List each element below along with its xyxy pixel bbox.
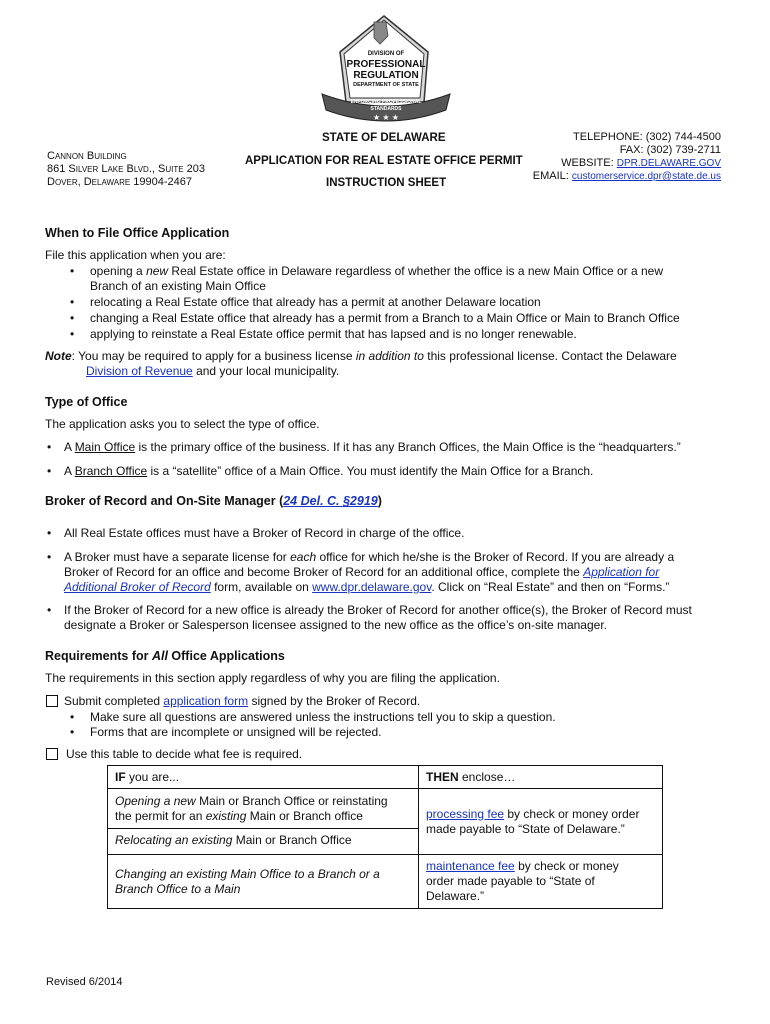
website-link[interactable]: DPR.DELAWARE.GOV: [616, 158, 721, 169]
checkbox-icon[interactable]: [46, 695, 58, 707]
table-cell-fee-2: maintenance fee by check or money order made payable to “State of Delaware.”: [419, 855, 663, 909]
table-cell-condition-2: Relocating an existing Main or Branch Office: [108, 829, 419, 855]
broker-item-2: A Broker must have a separate license for each office for which he/she is the Broker of Record. If you are already a: [64, 550, 675, 564]
type-intro: The application asks you to select the type of office.: [45, 417, 320, 431]
when-item-1: opening a new Real Estate office in Delaware regardless of whether the office is a new Main Office or a new: [90, 264, 664, 278]
when-item-4: applying to reinstate a Real Estate office permit that has lapsed and is no longer renewable.: [90, 327, 577, 341]
type-item-main: A Main Office is the primary office of the business. If it has any Branch Offices, the Main Office is the “headquarters.”: [64, 440, 681, 454]
maintenance-fee-link[interactable]: maintenance fee: [426, 859, 515, 873]
requirement-1-sub-1: Make sure all questions are answered unless the instructions tell you to skip a question.: [90, 710, 556, 724]
table-cell-condition-1: Opening a new Main or Branch Office or reinstating the permit for an existing Main or Branch office: [108, 789, 419, 829]
bullet-icon: •: [47, 440, 52, 454]
broker-item-2-cont2: Additional Broker of Record form, available on www.dpr.delaware.gov. Click on “Real Estate” and then on “Forms.”: [64, 580, 670, 594]
telephone: TELEPHONE: (302) 744-4500: [573, 131, 721, 143]
bullet-icon: •: [70, 311, 75, 325]
when-heading: When to File Office Application: [45, 226, 230, 240]
logo-line3: REGULATION: [353, 70, 419, 81]
broker-item-3-cont: designate a Broker or Salesperson licensee assigned to the new office as the office’s on-site manager.: [64, 618, 607, 632]
bullet-icon: •: [47, 550, 52, 564]
broker-heading: Broker of Record and On-Site Manager (24 Del. C. §2919): [45, 494, 382, 508]
requirements-heading: Requirements for All Office Applications: [45, 649, 285, 663]
division-of-revenue-link[interactable]: Division of Revenue: [86, 364, 193, 378]
when-item-1-cont: Branch of an existing Main Office: [90, 279, 266, 293]
state-title: STATE OF DELAWARE: [322, 132, 446, 144]
when-item-2: relocating a Real Estate office that already has a permit at another Delaware location: [90, 295, 541, 309]
fee-table: [107, 765, 663, 909]
bullet-icon: •: [70, 725, 75, 739]
application-form-link[interactable]: application form: [163, 694, 249, 708]
table-cell-condition-3: Changing an existing Main Office to a Branch or a Branch Office to a Main: [108, 855, 419, 909]
requirement-2: Use this table to decide what fee is required.: [66, 747, 303, 761]
fax: FAX: (302) 739-2711: [619, 144, 721, 156]
logo-line4: DEPARTMENT OF STATE: [353, 82, 419, 88]
address-line-3: Dover, Delaware 19904-2467: [47, 176, 192, 188]
note: Note: You may be required to apply for a business license in addition to this professional license. Contact the Delaware: [45, 349, 677, 363]
table-row: [108, 855, 663, 909]
table-row: [108, 789, 663, 829]
dpr-website-link[interactable]: www.dpr.delaware.gov: [312, 580, 432, 594]
processing-fee-link[interactable]: processing fee: [426, 806, 505, 821]
when-item-3: changing a Real Estate office that already has a permit from a Branch to a Main Office or Main to Branch Office: [90, 311, 680, 325]
statute-link[interactable]: 24 Del. C. §2919: [283, 494, 378, 508]
logo-line1: DIVISION OF: [367, 51, 405, 57]
bullet-icon: •: [47, 526, 52, 540]
requirements-intro: The requirements in this section apply regardless of why you are filing the application.: [45, 671, 500, 685]
table-cell-fee-1: processing fee by check or money order made payable to “State of Delaware.”: [419, 789, 663, 855]
email-link[interactable]: customerservice.dpr@state.de.us: [571, 171, 721, 182]
svg-text:★ ★ ★: ★ ★ ★: [373, 113, 399, 122]
type-heading: Type of Office: [45, 395, 128, 409]
bullet-icon: •: [70, 327, 75, 341]
website: WEBSITE: DPR.DELAWARE.GOV: [561, 157, 721, 169]
checkbox-icon[interactable]: [46, 748, 58, 760]
bullet-icon: •: [47, 464, 52, 478]
bullet-icon: •: [70, 710, 75, 724]
form-subtitle: INSTRUCTION SHEET: [326, 177, 447, 189]
broker-item-1: All Real Estate offices must have a Broker of Record in charge of the office.: [64, 526, 465, 540]
address-line-2: 861 Silver Lake Blvd., Suite 203: [47, 163, 205, 175]
revised-date: Revised 6/2014: [46, 976, 123, 988]
type-item-branch: A Branch Office is a “satellite” office of a Main Office. You must identify the Main Office for a Branch.: [64, 464, 594, 478]
when-intro: File this application when you are:: [45, 248, 226, 262]
bullet-icon: •: [70, 295, 75, 309]
table-header-row: [108, 766, 663, 789]
broker-item-2-cont: Broker of Record for an office and become Broker of Record for an additional office, complete the Application for: [64, 565, 660, 579]
bullet-icon: •: [47, 603, 52, 617]
address-line-1: Cannon Building: [47, 150, 127, 162]
note-cont: Division of Revenue and your local municipality.: [86, 364, 340, 378]
additional-broker-form-link-2[interactable]: Additional Broker of Record: [64, 580, 211, 594]
table-header-if: IF you are...: [108, 766, 419, 789]
bullet-icon: •: [70, 264, 75, 278]
requirement-1: Submit completed application form signed by the Broker of Record.: [64, 694, 421, 708]
logo-banner: ENFORCING PROFESSIONAL STANDARDS: [350, 99, 422, 112]
logo-line2: PROFESSIONAL: [346, 59, 426, 70]
additional-broker-form-link[interactable]: Application for: [583, 565, 660, 579]
division-logo: [316, 14, 456, 130]
broker-item-3: If the Broker of Record for a new office is already the Broker of Record for another office(s), the Broker of Record must: [64, 603, 692, 617]
email: EMAIL: customerservice.dpr@state.de.us: [532, 170, 721, 182]
requirement-1-sub-2: Forms that are incomplete or unsigned will be rejected.: [90, 725, 382, 739]
table-header-then: THEN enclose…: [419, 766, 663, 789]
form-title: APPLICATION FOR REAL ESTATE OFFICE PERMIT: [245, 155, 523, 167]
